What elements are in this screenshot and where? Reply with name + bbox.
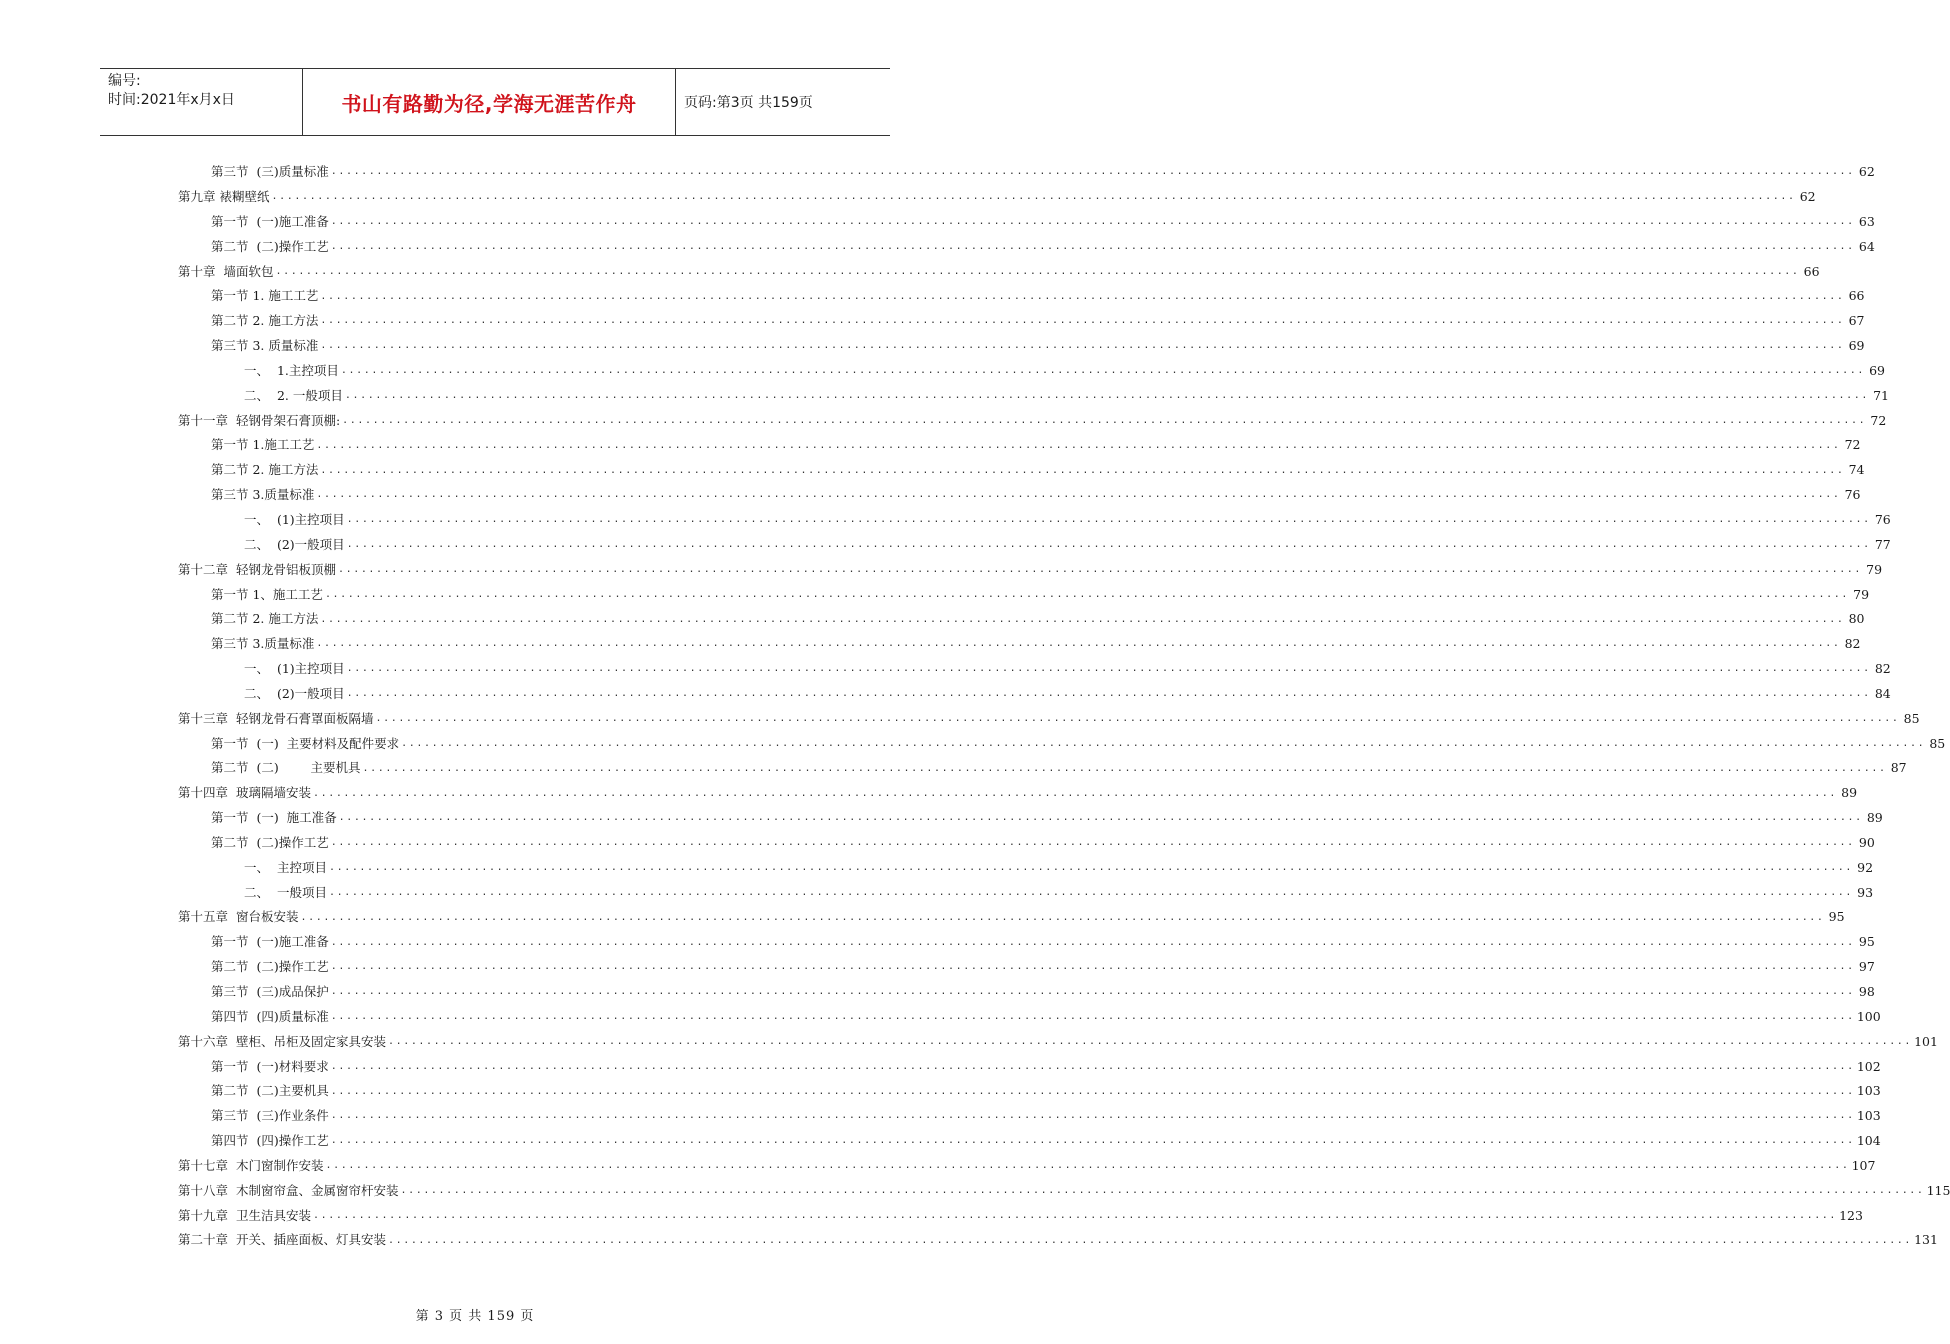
toc-entry-label: 第三节 (三)质量标准 (211, 164, 329, 180)
toc-entry[interactable] (178, 1154, 1876, 1179)
toc-entry-page: 107 (1851, 1157, 1876, 1173)
toc-dot-leader: ........................................................................................................................................................................................................ (338, 812, 1863, 824)
toc-entry-page: 64 (1858, 238, 1875, 254)
toc-entry-page: 62 (1858, 164, 1875, 180)
toc-entry[interactable] (178, 160, 1875, 185)
toc-entry[interactable] (178, 185, 1816, 210)
toc-entry-page: 63 (1858, 213, 1875, 229)
toc-entry-label: 第二十章 开关、插座面板、灯具安装 (178, 1232, 386, 1248)
toc-entry-page: 89 (1841, 785, 1858, 801)
toc-entry-label: 一、 (1)主控项目 (244, 511, 345, 527)
toc-dot-leader: ........................................................................................................................................................................................................ (330, 1011, 1855, 1023)
toc-entry-label: 第二节 (二)主要机具 (211, 1083, 329, 1099)
toc-entry[interactable] (178, 756, 1907, 781)
toc-dot-leader: ........................................................................................................................................................................................................ (312, 1209, 1838, 1221)
toc-entry[interactable] (178, 806, 1883, 831)
toc-dot-leader: ........................................................................................................................................................................................................ (337, 563, 1863, 575)
table-of-contents (178, 160, 1950, 1253)
toc-entry-label: 第一节 1. 施工工艺 (211, 288, 319, 304)
toc-entry[interactable] (178, 284, 1865, 309)
toc-entry-page: 97 (1858, 959, 1875, 975)
header-time-label: 时间:2021年x月x日 (108, 92, 235, 108)
toc-dot-leader: ........................................................................................................................................................................................................ (346, 663, 1871, 675)
toc-dot-leader: ........................................................................................................................................................................................................ (328, 886, 1854, 898)
toc-entry-label: 第一节 (一)材料要求 (211, 1058, 329, 1074)
toc-entry-label: 第十二章 轻钢龙骨铝板顶棚 (178, 561, 336, 577)
toc-entry-page: 62 (1799, 189, 1816, 205)
toc-entry[interactable] (178, 1179, 1950, 1204)
toc-entry[interactable] (178, 408, 1887, 433)
toc-dot-leader: ........................................................................................................................................................................................................ (316, 489, 1841, 501)
toc-entry[interactable] (178, 905, 1845, 930)
page-footer (0, 1305, 950, 1324)
toc-entry-page: 100 (1856, 1008, 1881, 1024)
toc-entry-label: 第九章 裱糊壁纸 (178, 189, 270, 205)
toc-entry-label: 二、 一般项目 (244, 884, 327, 900)
toc-entry-page: 74 (1848, 462, 1865, 478)
toc-entry-page: 131 (1914, 1232, 1938, 1248)
toc-entry-page: 123 (1839, 1207, 1863, 1223)
toc-entry[interactable] (178, 831, 1875, 856)
toc-dot-leader: ........................................................................................................................................................................................................ (400, 1185, 1925, 1197)
toc-dot-leader: ........................................................................................................................................................................................................ (330, 986, 1855, 998)
toc-entry[interactable] (178, 533, 1891, 558)
toc-dot-leader: ........................................................................................................................................................................................................ (346, 688, 1871, 700)
toc-entry-page: 85 (1929, 735, 1946, 751)
toc-entry-label: 第十一章 轻钢骨架石膏顶棚: (178, 412, 341, 428)
toc-entry-label: 第二节 (二) 主要机具 (211, 760, 361, 776)
toc-dot-leader: ........................................................................................................................................................................................................ (387, 1035, 1913, 1047)
toc-entry[interactable] (178, 433, 1861, 458)
toc-dot-leader: ........................................................................................................................................................................................................ (330, 216, 1855, 228)
toc-entry-page: 95 (1828, 909, 1845, 925)
toc-entry-label: 一、 1.主控项目 (244, 362, 339, 378)
header-page-code: 页码:第3页 共159页 (684, 95, 813, 111)
toc-dot-leader: ........................................................................................................................................................................................................ (300, 911, 1825, 923)
toc-entry[interactable] (178, 731, 1946, 756)
toc-entry-page: 77 (1874, 536, 1891, 552)
toc-dot-leader: ........................................................................................................................................................................................................ (342, 414, 1867, 426)
toc-dot-leader: ........................................................................................................................................................................................................ (316, 638, 1841, 650)
toc-entry[interactable] (178, 359, 1885, 384)
toc-entry-label: 第二节 2. 施工方法 (211, 313, 319, 329)
toc-entry-page: 69 (1848, 338, 1865, 354)
toc-entry[interactable] (178, 458, 1865, 483)
toc-entry[interactable] (178, 955, 1875, 980)
toc-dot-leader: ........................................................................................................................................................................................................ (401, 737, 1926, 749)
toc-dot-leader: ........................................................................................................................................................................................................ (340, 365, 1865, 377)
toc-entry[interactable] (178, 980, 1875, 1005)
toc-entry-page: 103 (1856, 1083, 1881, 1099)
toc-entry-label: 第二节 (二)操作工艺 (211, 959, 329, 975)
toc-entry-label: 第二节 (二)操作工艺 (211, 834, 329, 850)
toc-entry-label: 一、 主控项目 (244, 859, 327, 875)
toc-dot-leader: ........................................................................................................................................................................................................ (375, 712, 1900, 724)
toc-dot-leader: ........................................................................................................................................................................................................ (362, 762, 1887, 774)
toc-entry[interactable] (178, 1005, 1881, 1030)
toc-entry-page: 101 (1914, 1033, 1938, 1049)
toc-entry-label: 第十八章 木制窗帘盒、金属窗帘杆安装 (178, 1182, 399, 1198)
toc-entry-page: 72 (1844, 437, 1861, 453)
toc-dot-leader: ........................................................................................................................................................................................................ (320, 290, 1845, 302)
toc-entry-label: 二、 (2)一般项目 (244, 685, 345, 701)
footer-page-number: 第 3 页 共 159 页 (415, 1309, 535, 1324)
toc-entry[interactable] (178, 781, 1858, 806)
toc-entry[interactable] (178, 1203, 1863, 1228)
toc-entry[interactable] (178, 1054, 1881, 1079)
toc-entry-label: 一、 (1)主控项目 (244, 661, 345, 677)
toc-dot-leader: ........................................................................................................................................................................................................ (320, 613, 1845, 625)
toc-entry-label: 第十七章 木门窗制作安装 (178, 1157, 324, 1173)
toc-dot-leader: ........................................................................................................................................................................................................ (328, 862, 1854, 874)
toc-entry-page: 66 (1848, 288, 1865, 304)
toc-entry[interactable] (178, 880, 1874, 905)
header-page-code-cell (676, 69, 890, 135)
toc-entry-label: 二、 2. 一般项目 (244, 387, 343, 403)
toc-dot-leader: ........................................................................................................................................................................................................ (344, 390, 1869, 402)
toc-entry[interactable] (178, 1228, 1938, 1253)
toc-entry[interactable] (178, 632, 1861, 657)
toc-dot-leader: ........................................................................................................................................................................................................ (330, 240, 1855, 252)
toc-entry-page: 87 (1890, 760, 1907, 776)
toc-entry-label: 第三节 (三)成品保护 (211, 984, 329, 1000)
toc-entry-label: 第三节 (三)作业条件 (211, 1108, 329, 1124)
toc-entry[interactable] (178, 1030, 1938, 1055)
header-meta (100, 69, 302, 135)
toc-entry-page: 92 (1857, 859, 1874, 875)
toc-entry-label: 第二节 (二)操作工艺 (211, 238, 329, 254)
toc-entry-page: 72 (1870, 412, 1887, 428)
toc-entry[interactable] (178, 1079, 1881, 1104)
toc-entry[interactable] (178, 707, 1920, 732)
toc-entry-page: 82 (1874, 661, 1891, 677)
toc-entry-page: 85 (1903, 710, 1920, 726)
toc-entry-page: 93 (1857, 884, 1874, 900)
toc-entry-page: 82 (1844, 636, 1861, 652)
toc-dot-leader: ........................................................................................................................................................................................................ (330, 166, 1855, 178)
toc-entry-label: 第十四章 玻璃隔墙安装 (178, 785, 311, 801)
toc-entry[interactable] (178, 582, 1870, 607)
toc-entry-label: 第三节 3. 质量标准 (211, 338, 319, 354)
toc-entry-page: 79 (1853, 586, 1870, 602)
toc-entry[interactable] (178, 558, 1883, 583)
toc-entry-page: 67 (1848, 313, 1865, 329)
toc-entry-page: 90 (1858, 834, 1875, 850)
toc-dot-leader: ........................................................................................................................................................................................................ (320, 315, 1845, 327)
toc-entry[interactable] (178, 657, 1891, 682)
toc-entry-page: 84 (1874, 685, 1891, 701)
toc-dot-leader: ........................................................................................................................................................................................................ (346, 539, 1871, 551)
toc-entry-label: 第四节 (四)质量标准 (211, 1008, 329, 1024)
header-slogan-cell (302, 69, 676, 135)
toc-entry-label: 第三节 3.质量标准 (211, 487, 315, 503)
toc-dot-leader: ........................................................................................................................................................................................................ (320, 340, 1845, 352)
toc-entry[interactable] (178, 483, 1861, 508)
toc-entry-label: 第十三章 轻钢龙骨石膏罩面板隔墙 (178, 710, 374, 726)
toc-entry[interactable] (178, 334, 1865, 359)
toc-entry-page: 76 (1874, 511, 1891, 527)
toc-dot-leader: ........................................................................................................................................................................................................ (271, 191, 1796, 203)
toc-entry-label: 第十五章 窗台板安装 (178, 909, 299, 925)
toc-entry-page: 69 (1869, 362, 1885, 378)
toc-entry[interactable] (178, 930, 1875, 955)
toc-entry-page: 115 (1926, 1182, 1950, 1198)
toc-dot-leader: ........................................................................................................................................................................................................ (330, 837, 1855, 849)
toc-dot-leader: ........................................................................................................................................................................................................ (330, 1060, 1855, 1072)
toc-entry[interactable] (178, 309, 1865, 334)
toc-entry-label: 第二节 2. 施工方法 (211, 462, 319, 478)
toc-entry-page: 71 (1873, 387, 1889, 403)
toc-entry-label: 第十六章 壁柜、吊柜及固定家具安装 (178, 1033, 386, 1049)
toc-entry-page: 104 (1856, 1133, 1881, 1149)
toc-entry-label: 第一节 (一)施工准备 (211, 213, 329, 229)
toc-entry-label: 第十章 墙面软包 (178, 263, 274, 279)
toc-dot-leader: ........................................................................................................................................................................................................ (320, 464, 1845, 476)
toc-entry-label: 第一节 (一) 主要材料及配件要求 (211, 735, 400, 751)
toc-dot-leader: ........................................................................................................................................................................................................ (316, 439, 1841, 451)
toc-entry-page: 102 (1856, 1058, 1881, 1074)
toc-entry[interactable] (178, 1129, 1881, 1154)
toc-dot-leader: ........................................................................................................................................................................................................ (330, 961, 1855, 973)
toc-entry-label: 第一节 (一) 施工准备 (211, 810, 337, 826)
toc-entry[interactable] (178, 210, 1875, 235)
toc-entry-page: 79 (1866, 561, 1883, 577)
toc-entry[interactable] (178, 1104, 1881, 1129)
toc-dot-leader: ........................................................................................................................................................................................................ (312, 787, 1838, 799)
toc-dot-leader: ........................................................................................................................................................................................................ (346, 514, 1871, 526)
toc-entry-label: 第一节 (一)施工准备 (211, 934, 329, 950)
toc-entry[interactable] (178, 607, 1865, 632)
toc-entry[interactable] (178, 384, 1889, 409)
toc-entry[interactable] (178, 682, 1891, 707)
header-number-label: 编号: (108, 73, 141, 89)
toc-entry-page: 76 (1844, 487, 1861, 503)
toc-entry[interactable] (178, 259, 1820, 284)
toc-dot-leader: ........................................................................................................................................................................................................ (324, 588, 1850, 600)
toc-entry-label: 第一节 1、施工工艺 (211, 586, 323, 602)
toc-entry-page: 66 (1803, 263, 1820, 279)
header-slogan: 书山有路勤为径,学海无涯苦作舟 (341, 91, 637, 116)
toc-dot-leader: ........................................................................................................................................................................................................ (330, 1110, 1855, 1122)
toc-entry-page: 89 (1866, 810, 1883, 826)
toc-dot-leader: ........................................................................................................................................................................................................ (330, 936, 1855, 948)
toc-entry-label: 第三节 3.质量标准 (211, 636, 315, 652)
toc-entry-label: 二、 (2)一般项目 (244, 536, 345, 552)
toc-dot-leader: ........................................................................................................................................................................................................ (275, 265, 1800, 277)
toc-dot-leader: ........................................................................................................................................................................................................ (330, 1135, 1855, 1147)
toc-entry[interactable] (178, 508, 1891, 533)
toc-entry-label: 第一节 1.施工工艺 (211, 437, 315, 453)
toc-entry-page: 98 (1858, 984, 1875, 1000)
toc-entry[interactable] (178, 235, 1875, 260)
toc-entry-page: 103 (1856, 1108, 1881, 1124)
toc-entry-label: 第二节 2. 施工方法 (211, 611, 319, 627)
toc-dot-leader: ........................................................................................................................................................................................................ (325, 1160, 1850, 1172)
toc-dot-leader: ........................................................................................................................................................................................................ (330, 1085, 1855, 1097)
toc-entry-page: 95 (1858, 934, 1875, 950)
toc-dot-leader: ........................................................................................................................................................................................................ (387, 1234, 1913, 1246)
page-header (100, 68, 890, 136)
toc-entry-label: 第四节 (四)操作工艺 (211, 1133, 329, 1149)
toc-entry-page: 80 (1848, 611, 1865, 627)
toc-entry[interactable] (178, 856, 1874, 881)
toc-entry-label: 第十九章 卫生洁具安装 (178, 1207, 311, 1223)
